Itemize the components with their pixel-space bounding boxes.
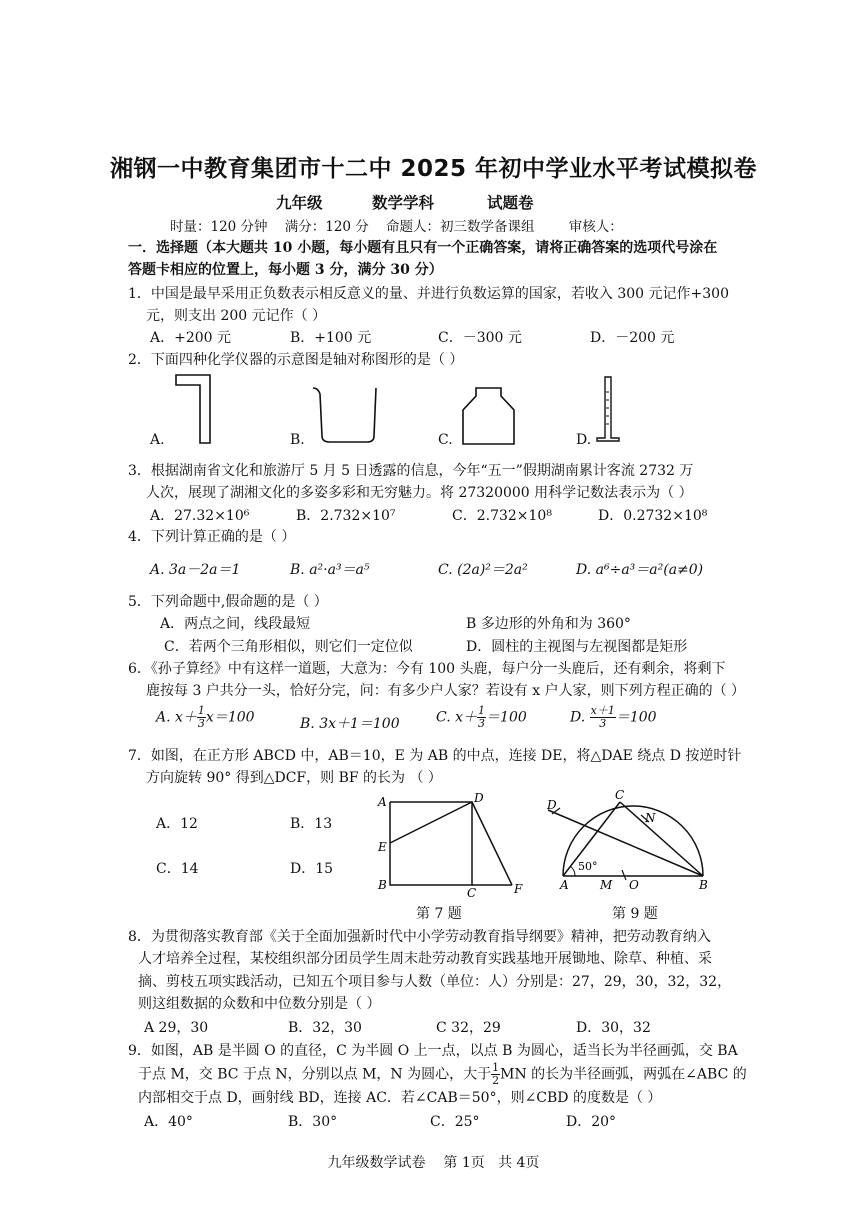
label-N: N: [645, 811, 656, 825]
q8-stem-line1: 8．为贯彻落实教育部《关于全面加强新时代中小学劳动教育指导纲要》精神，把劳动教育纳入: [128, 929, 711, 945]
q5-option-c: C．若两个三角形相似，则它们一定位似: [164, 639, 413, 655]
q9-figure-caption: 第 9 题: [612, 906, 658, 922]
q5-option-d: D．圆柱的主视图与左视图都是矩形: [466, 639, 688, 655]
q1-option-c: C．－300 元: [438, 330, 522, 346]
fraction-x-plus-one-over-three: $\frac{x+1}{3}$: [590, 704, 615, 730]
label-D: D: [474, 791, 484, 805]
subject-label: 数学学科: [372, 193, 435, 212]
q2-stem: 2．下面四种化学仪器的示意图是轴对称图形的是（ ）: [128, 352, 464, 368]
q2-option-d: D.: [576, 432, 592, 448]
q3-stem-line2: 人次，展现了湖湘文化的多姿多彩和无穷魅力。将 27320000 用科学记数法表示为（ ）: [146, 485, 693, 501]
q7-stem-line1: 7．如图，在正方形 ABCD 中，AB＝10，E 为 AB 的中点，连接 DE，将△DAE 绕点 D 按逆时针: [128, 748, 742, 764]
fraction-one-third: $\frac{1}{3}$: [197, 704, 205, 730]
q6-option-a: A. x＋ $\frac{1}{3}$ x＝100: [156, 704, 255, 730]
paper-label: 试题卷: [487, 193, 534, 212]
q3-option-c: C．2.732×10⁸: [452, 508, 552, 524]
q9-stem-line2: 于点 M，交 BC 于点 N，分别以点 M，N 为圆心，大于 $\frac{1}{2}$ MN 的长为半径画弧，两弧在∠ABC 的: [138, 1061, 747, 1087]
exam-meta: 时量：120 分钟 满分：120 分 命题人：初三数学备课组 审核人：: [170, 219, 623, 235]
q3-stem-line1: 3．根据湖南省文化和旅游厅 5 月 5 日透露的信息，今年“五一”假期湖南累计客流 2732 万: [128, 463, 694, 479]
q9-option-d: D．20°: [566, 1114, 617, 1130]
q3-option-a: A．27.32×10⁶: [150, 508, 250, 524]
q1-stem-line1: 1．中国是最早采用正负数表示相反意义的量、并进行负数运算的国家，若收入 300 元记作+300: [128, 286, 729, 302]
label-M: M: [600, 878, 613, 892]
q8-option-b: B．32，30: [288, 1020, 362, 1036]
q1-stem-line2: 元，则支出 200 元记作（ ）: [146, 308, 327, 324]
section-heading-line1: 一．选择题（本大题共 10 小题，每小题有且只有一个正确答案，请将正确答案的选项代号涂在: [128, 240, 718, 256]
q6-option-c: C. x＋ $\frac{1}{3}$ ＝100: [436, 704, 527, 730]
angle-label: 50°: [578, 860, 598, 873]
q7-stem-line2: 方向旋转 90° 得到△DCF，则 BF 的长为 （ ）: [146, 770, 442, 786]
q9-option-b: B．30°: [288, 1114, 338, 1130]
q4-stem: 4．下列计算正确的是（ ）: [128, 529, 296, 545]
q4-option-a: A. 3a－2a＝1: [150, 562, 241, 578]
page-footer: 九年级数学试卷 第 1页 共 4页: [327, 1155, 540, 1171]
q9-option-a: A．40°: [144, 1114, 193, 1130]
q7-option-a: A．12: [156, 816, 198, 832]
label-C: C: [467, 886, 477, 900]
q4-option-d: D. a⁶÷a³＝a²(a≠0): [576, 562, 704, 578]
label-B: B: [699, 878, 708, 892]
q2-option-c: C.: [438, 432, 453, 448]
fraction-one-half: $\frac{1}{2}$: [492, 1061, 500, 1087]
label-O: O: [629, 878, 639, 892]
label-F: F: [514, 882, 523, 896]
q9-option-c: C．25°: [430, 1114, 480, 1130]
fraction-one-third: $\frac{1}{3}$: [478, 704, 486, 730]
q7-option-d: D．15: [290, 861, 334, 877]
label-C: C: [615, 788, 625, 802]
q5-option-b: B 多边形的外角和为 360°: [466, 616, 631, 632]
q6-stem-line2: 鹿按每 3 户共分一头，恰好分完，问：有多少户人家？若设有 x 户人家，则下列方程正确的（ ）: [146, 683, 746, 699]
q3-option-d: D．0.2732×10⁸: [598, 508, 708, 524]
q5-option-a: A．两点之间，线段最短: [160, 616, 311, 632]
label-E: E: [378, 840, 387, 854]
q2-option-b: B.: [290, 432, 305, 448]
exam-title: 湘钢一中教育集团市十二中 2025 年初中学业水平考试模拟卷: [109, 156, 758, 182]
q7-option-c: C．14: [156, 861, 199, 877]
q6-stem-line1: 6．《孙子算经》中有这样一道题，大意为：今有 100 头鹿，每户分一头鹿后，还有剩余，将剩下: [128, 661, 726, 677]
q3-option-b: B．2.732×10⁷: [296, 508, 396, 524]
q5-stem: 5．下列命题中,假命题的是（ ）: [128, 594, 328, 610]
label-A: A: [378, 795, 387, 809]
grade-label: 九年级: [276, 193, 323, 212]
q1-option-b: B．+100 元: [290, 330, 372, 346]
label-B: B: [378, 878, 387, 892]
q9-stem-line3: 内部相交于点 D，画射线 BD，连接 AC．若∠CAB＝50°，则∠CBD 的度数是（ ）: [138, 1090, 662, 1106]
q8-option-c: C 32，29: [436, 1020, 501, 1036]
q4-option-c: C. (2a)²＝2a²: [438, 562, 528, 578]
q1-option-a: A．+200 元: [150, 330, 232, 346]
q9-stem-line1: 9．如图，AB 是半圆 O 的直径，C 为半圆 O 上一点，以点 B 为圆心，适当长为半径画弧，交 BA: [128, 1043, 738, 1059]
label-D: D: [547, 798, 557, 812]
label-A: A: [560, 878, 569, 892]
q8-stem-line4: 则这组数据的众数和中位数分别是（ ）: [138, 996, 381, 1012]
section-heading-line2: 答题卡相应的位置上，每小题 3 分，满分 30 分）: [128, 262, 443, 278]
q7-option-b: B．13: [290, 816, 333, 832]
q6-option-b: B. 3x＋1＝100: [300, 716, 400, 732]
q7-figure-caption: 第 7 题: [416, 906, 462, 922]
q8-stem-line2: 人才培养全过程，某校组织部分团员学生周末赴劳动教育实践基地开展锄地、除草、种植、采: [138, 951, 712, 967]
q8-option-d: D．30，32: [576, 1020, 651, 1036]
q6-option-d: D. $\frac{x+1}{3}$ ＝100: [570, 704, 657, 730]
q1-option-d: D．－200 元: [590, 330, 675, 346]
q8-option-a: A 29，30: [144, 1020, 209, 1036]
q4-option-b: B. a²·a³＝a⁵: [290, 562, 370, 578]
q2-option-a: A.: [150, 432, 165, 448]
q8-stem-line3: 摘、剪枝五项实践活动，已知五个项目参与人数（单位：人）分别是：27，29，30，32，32，: [138, 974, 732, 990]
